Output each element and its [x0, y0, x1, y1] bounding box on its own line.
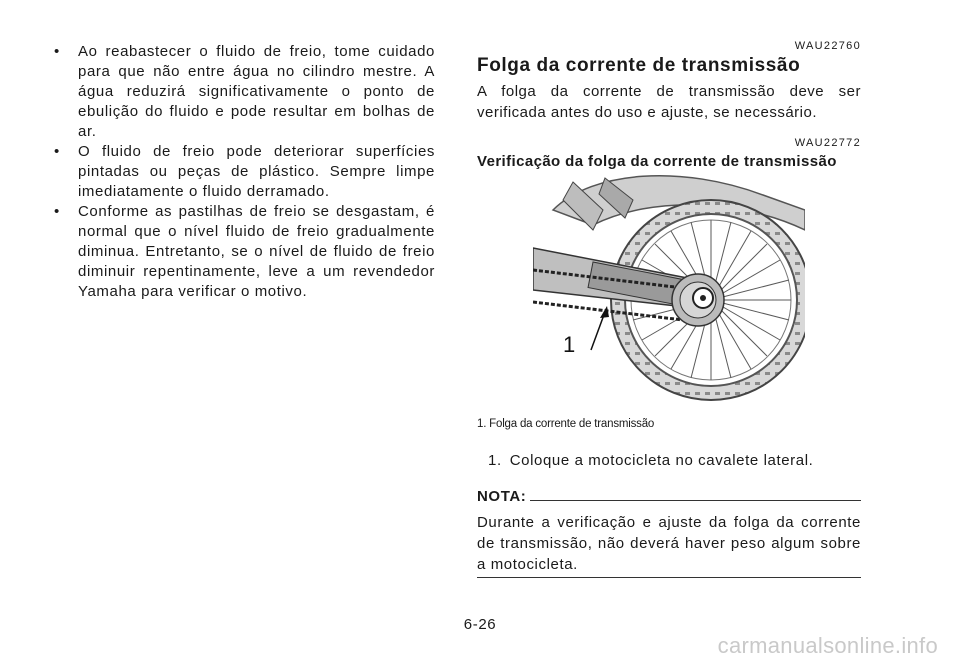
- step-text: Coloque a motocicleta no cavalete lateral.: [509, 452, 814, 469]
- step-item: [488, 452, 813, 469]
- subsection-code: WAU22772: [794, 137, 861, 149]
- list-item: [50, 142, 435, 202]
- nota-text: Durante a verificação e ajuste da folga da corrente de transmissão, não deverá haver peso algum sobre a motocicleta.: [477, 514, 861, 573]
- section-title: Folga da corrente de transmissão: [477, 55, 801, 76]
- bullet-icon: •: [54, 43, 60, 60]
- nota-heading: [477, 488, 861, 505]
- figure-caption: 1. Folga da corrente de transmissão: [477, 418, 655, 430]
- nota-label: NOTA:: [477, 488, 527, 505]
- list-item: [50, 202, 435, 302]
- step-number: 1.: [488, 452, 502, 469]
- chain-slack-illustration: [533, 170, 805, 402]
- bullet-icon: •: [54, 143, 60, 160]
- watermark: carmanualsonline.info: [717, 633, 938, 658]
- rear-wheel-drawing: [533, 170, 805, 402]
- brake-fluid-notes: [50, 42, 435, 302]
- section-code: WAU22760: [794, 40, 861, 52]
- bullet-text: Conforme as pastilhas de freio se desgastam, é normal que o nível fluido de freio gradualmente diminua. Entretanto, se o nível de fluido de freio diminuir repentinamente, leve a um revendedor Yamaha para verificar o motivo.: [78, 203, 435, 300]
- bullet-text: Ao reabastecer o fluido de freio, tome cuidado para que não entre água no cilindro mestre. A água reduzirá significativamente o ponto de ebulição do fluido e pode resultar em bolhas de ar.: [78, 43, 435, 140]
- section-text: A folga da corrente de transmissão deve ser verificada antes do uso e ajuste, se necessário.: [477, 83, 861, 121]
- bullet-text: O fluido de freio pode deteriorar superfícies pintadas ou peças de plástico. Sempre limpe imediatamente o fluido derramado.: [78, 143, 435, 200]
- callout-number: 1: [563, 332, 576, 357]
- subsection-title: Verificação da folga da corrente de transmissão: [477, 153, 837, 170]
- left-column: [50, 42, 435, 302]
- page-number: 6-26: [463, 616, 497, 633]
- nota-end-rule: [477, 577, 861, 578]
- right-column: [477, 40, 861, 171]
- nota-rule: [530, 500, 861, 501]
- bullet-icon: •: [54, 203, 60, 220]
- list-item: [50, 42, 435, 142]
